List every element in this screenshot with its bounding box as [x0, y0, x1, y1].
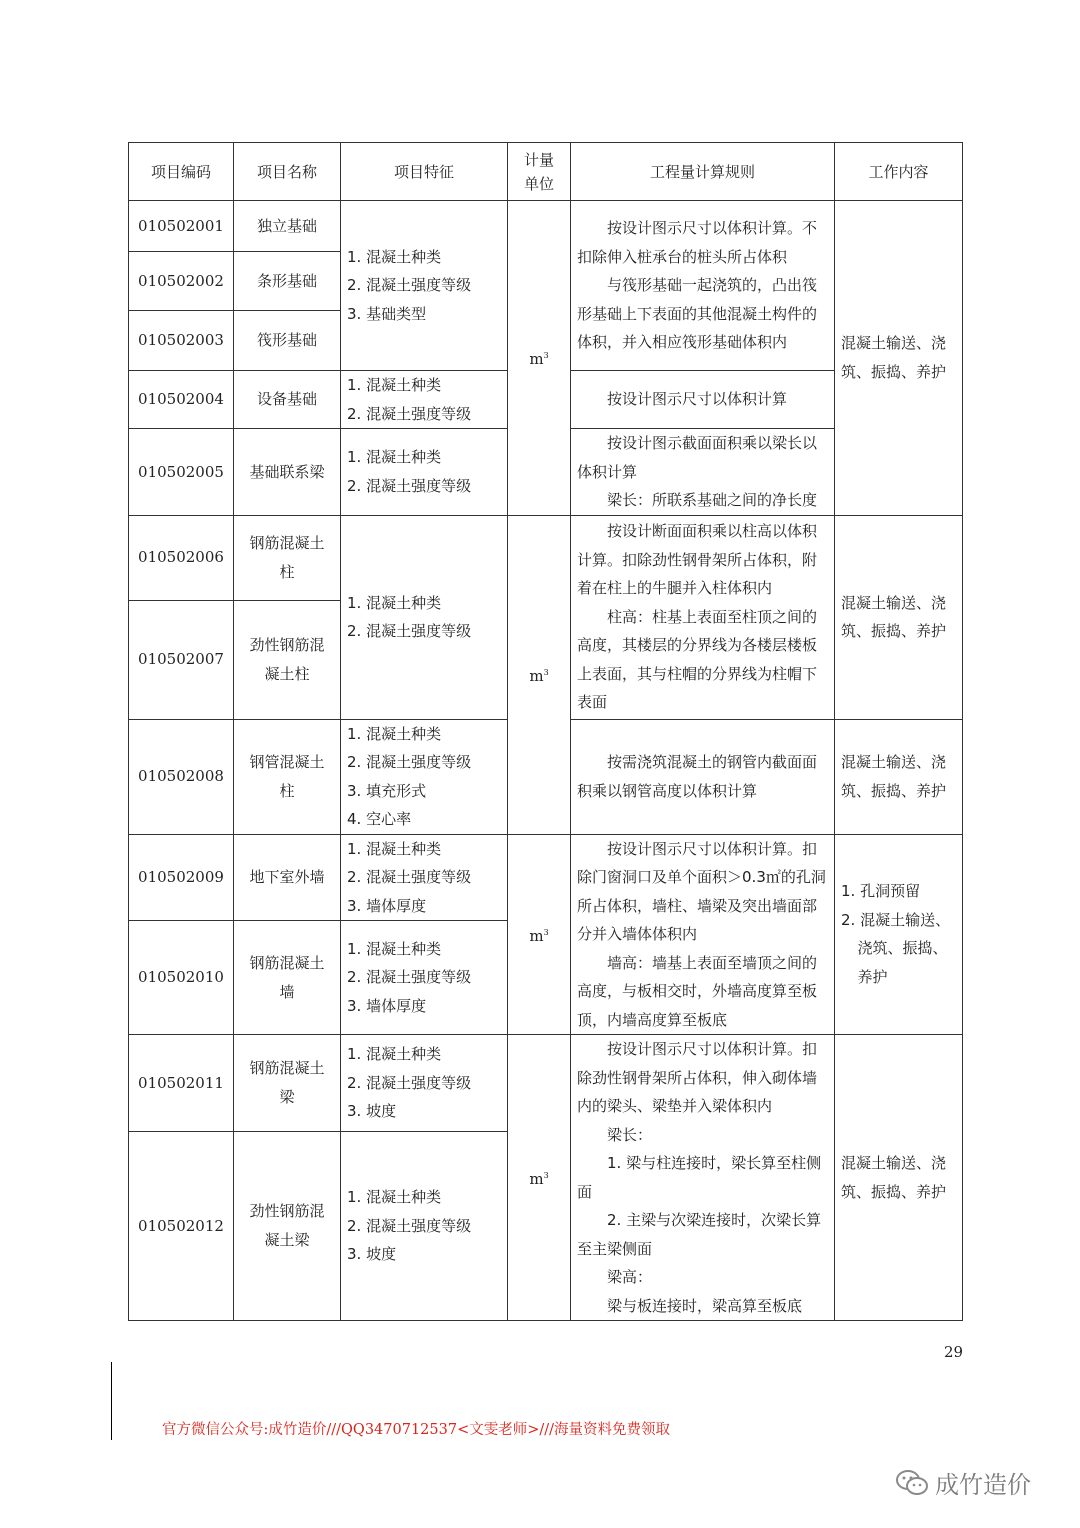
header-name: 项目名称 — [234, 143, 341, 201]
work-content: 混凝土输送、浇 筑、振捣、养护 — [835, 1035, 963, 1321]
item-code: 010502011 — [129, 1035, 234, 1132]
item-name: 地下室外墙 — [234, 834, 341, 921]
item-features: 1. 混凝土种类 2. 混凝土强度等级 — [341, 515, 508, 719]
item-features: 1. 混凝土种类 2. 混凝土强度等级 3. 坡度 — [341, 1131, 508, 1320]
item-features: 1. 混凝土种类 2. 混凝土强度等级 — [341, 371, 508, 429]
item-features: 1. 混凝土种类 2. 混凝土强度等级 3. 填充形式 4. 空心率 — [341, 719, 508, 834]
calc-rule: 按设计图示尺寸以体积计算。扣除劲性钢骨架所占体积，伸入砌体墙内的梁头、梁垫并入梁体积内 梁长： 1. 梁与柱连接时，梁长算至柱侧面 2. 主梁与次梁连接时，次梁长算至主梁侧面 梁高： 梁与板连接时，梁高算至板底 — [571, 1035, 835, 1321]
item-code: 010502004 — [129, 371, 234, 429]
watermark — [895, 1465, 1031, 1500]
item-name: 条形基础 — [234, 252, 341, 311]
item-features: 1. 混凝土种类 2. 混凝土强度等级 3. 基础类型 — [341, 201, 508, 371]
header-rule: 工程量计算规则 — [571, 143, 835, 201]
item-code: 010502006 — [129, 515, 234, 600]
table-row — [129, 201, 963, 252]
work-content: 1. 孔洞预留 2. 混凝土输送、 浇筑、振捣、 养护 — [835, 834, 963, 1035]
calc-rule: 按需浇筑混凝土的钢管内截面面积乘以钢管高度以体积计算 — [571, 719, 835, 834]
item-features: 1. 混凝土种类 2. 混凝土强度等级 3. 墙体厚度 — [341, 921, 508, 1035]
header-features: 项目特征 — [341, 143, 508, 201]
page-number: 29 — [944, 1343, 964, 1361]
item-code: 010502010 — [129, 921, 234, 1035]
unit-cell: $m^3$ — [508, 834, 571, 1035]
table-row — [129, 834, 963, 921]
margin-rule — [111, 1362, 112, 1440]
item-name: 钢筋混凝土 梁 — [234, 1035, 341, 1132]
item-features: 1. 混凝土种类 2. 混凝土强度等级 3. 坡度 — [341, 1035, 508, 1132]
item-code: 010502001 — [129, 201, 234, 252]
unit-cell: $m^3$ — [508, 201, 571, 516]
header-row — [129, 143, 963, 201]
item-name: 筏形基础 — [234, 311, 341, 371]
item-code: 010502009 — [129, 834, 234, 921]
header-unit: 计量 单位 — [508, 143, 571, 201]
watermark-text: 成竹造价 — [935, 1471, 1031, 1499]
item-features: 1. 混凝土种类 2. 混凝土强度等级 3. 墙体厚度 — [341, 834, 508, 921]
item-name: 钢筋混凝土 柱 — [234, 515, 341, 600]
item-name: 钢管混凝土 柱 — [234, 719, 341, 834]
item-name: 设备基础 — [234, 371, 341, 429]
table-row — [129, 515, 963, 600]
item-name: 独立基础 — [234, 201, 341, 252]
calc-rule: 按设计图示尺寸以体积计算。不扣除伸入桩承台的桩头所占体积 与筏形基础一起浇筑的，凸出筏形基础上下表面的其他混凝土构件的体积，并入相应筏形基础体积内 — [571, 201, 835, 371]
item-code: 010502005 — [129, 429, 234, 516]
item-code: 010502003 — [129, 311, 234, 371]
item-code: 010502012 — [129, 1131, 234, 1320]
item-code: 010502002 — [129, 252, 234, 311]
unit-cell: $m^3$ — [508, 1035, 571, 1321]
work-content: 混凝土输送、浇 筑、振捣、养护 — [835, 719, 963, 834]
work-content: 混凝土输送、浇 筑、振捣、养护 — [835, 515, 963, 719]
footer-promo-text: 官方微信公众号:成竹造价///QQ3470712537<文雯老师>///海量资料免费领取 — [162, 1422, 671, 1438]
item-code: 010502007 — [129, 600, 234, 719]
item-name: 钢筋混凝土 墙 — [234, 921, 341, 1035]
work-content: 混凝土输送、浇 筑、振捣、养护 — [835, 201, 963, 516]
table-row — [129, 1035, 963, 1132]
unit-cell: $m^3$ — [508, 515, 571, 834]
quota-table — [128, 142, 963, 1321]
header-code: 项目编码 — [129, 143, 234, 201]
wechat-icon — [895, 1469, 929, 1497]
item-name: 劲性钢筋混 凝土梁 — [234, 1131, 341, 1320]
item-code: 010502008 — [129, 719, 234, 834]
header-work: 工作内容 — [835, 143, 963, 201]
calc-rule: 按设计断面面积乘以柱高以体积计算。扣除劲性钢骨架所占体积，附着在柱上的牛腿并入柱体积内 柱高：柱基上表面至柱顶之间的高度，其楼层的分界线为各楼层楼板上表面，其与柱帽的分界线为柱帽下表面 — [571, 515, 835, 719]
calc-rule: 按设计图示尺寸以体积计算。扣除门窗洞口及单个面积＞0.3㎡的孔洞所占体积，墙柱、墙梁及突出墙面部分并入墙体体积内 墙高：墙基上表面至墙顶之间的高度，与板相交时，外墙高度算至板顶，内墙高度算至板底 — [571, 834, 835, 1035]
calc-rule: 按设计图示截面面积乘以梁长以体积计算 梁长：所联系基础之间的净长度 — [571, 429, 835, 516]
calc-rule: 按设计图示尺寸以体积计算 — [571, 371, 835, 429]
item-features: 1. 混凝土种类 2. 混凝土强度等级 — [341, 429, 508, 516]
item-name: 劲性钢筋混 凝土柱 — [234, 600, 341, 719]
item-name: 基础联系梁 — [234, 429, 341, 516]
